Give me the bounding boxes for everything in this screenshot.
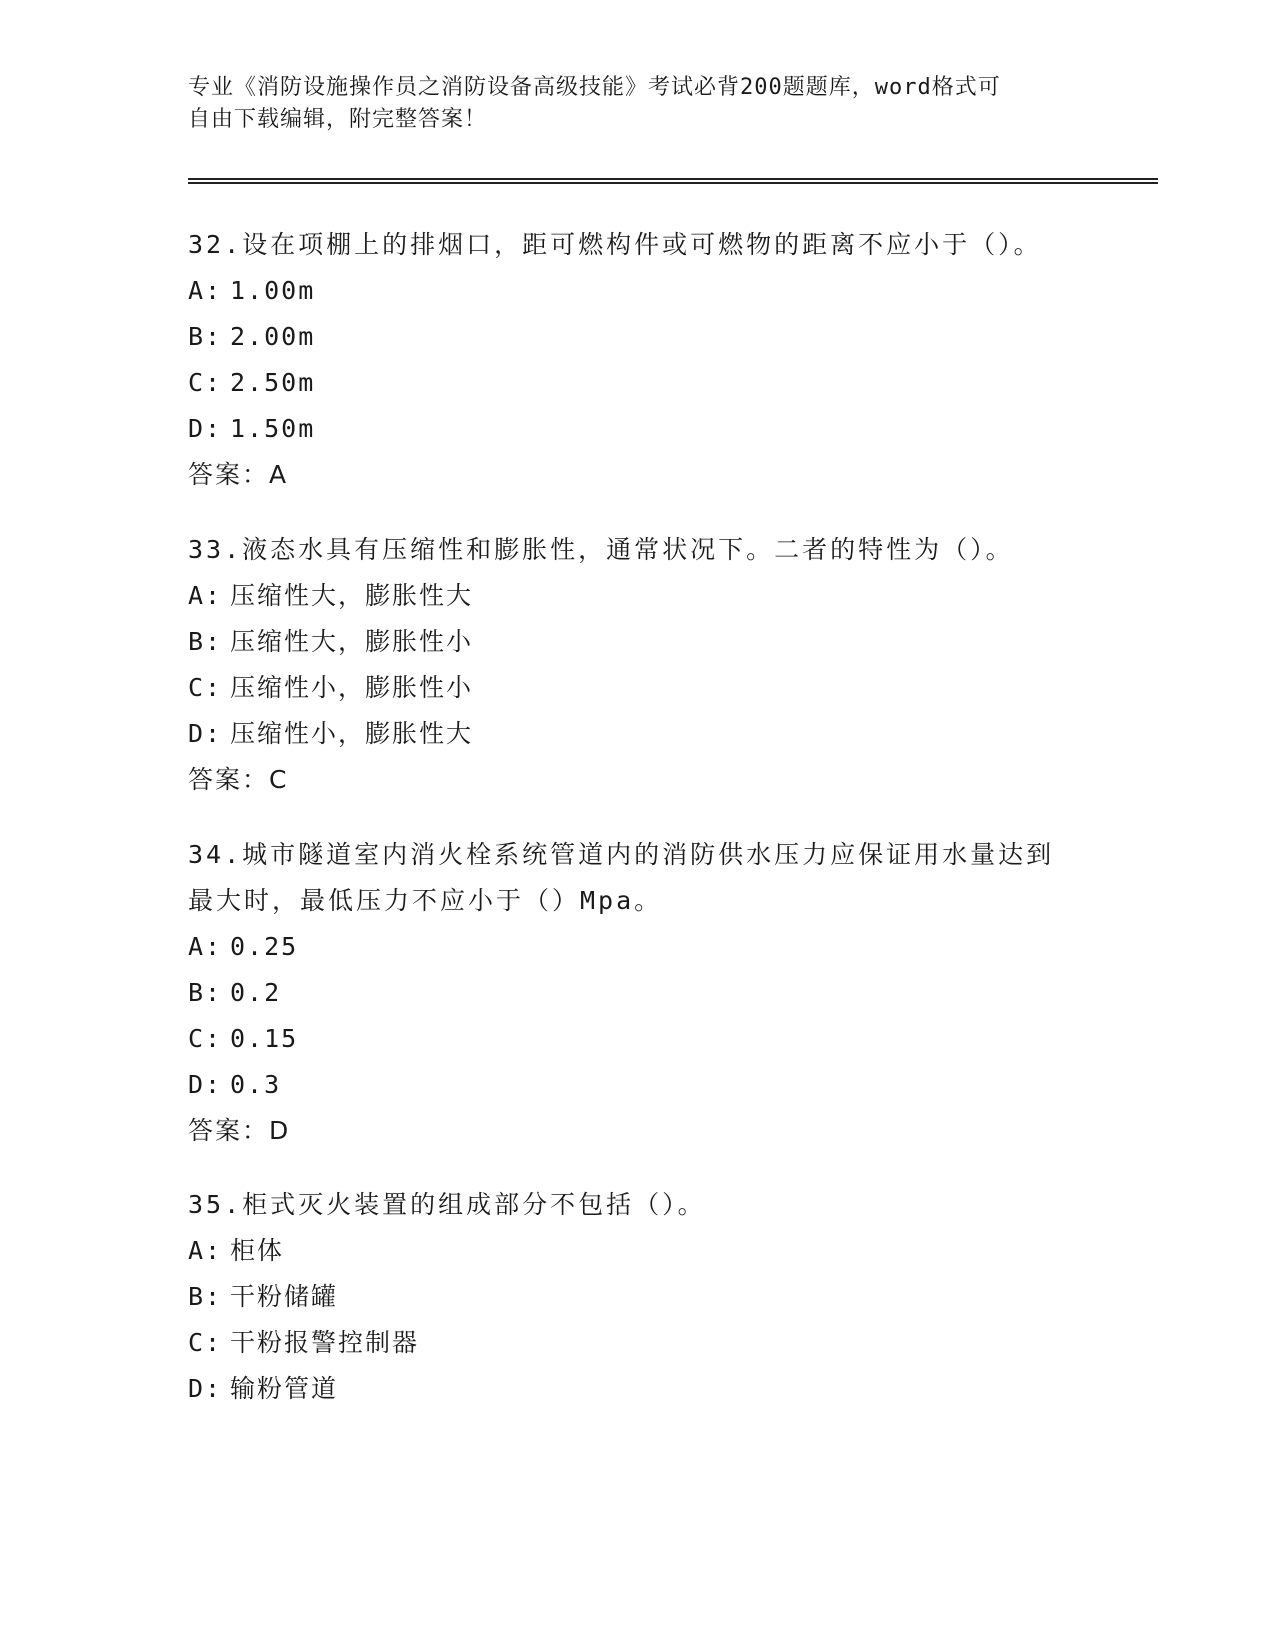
option-b bbox=[188, 970, 1088, 1016]
option-c bbox=[188, 665, 1088, 711]
option-text: 1.50m bbox=[230, 414, 316, 443]
answer-line: 答案：A bbox=[188, 460, 289, 489]
option-letter: C: bbox=[188, 368, 223, 397]
option-letter: D: bbox=[188, 414, 223, 443]
option-letter: C: bbox=[188, 673, 223, 702]
option-a bbox=[188, 1228, 1088, 1274]
option-text: 压缩性小，膨胀性大 bbox=[230, 719, 474, 748]
question-stem-line-2: 最大时，最低压力不应小于（）Mpa。 bbox=[188, 886, 663, 915]
question-stem: 32.设在项棚上的排烟口，距可燃构件或可燃物的距离不应小于（）。 bbox=[188, 230, 1042, 259]
option-c bbox=[188, 1320, 1088, 1366]
question-34 bbox=[188, 832, 1088, 1154]
question-stem: 35.柜式灭火装置的组成部分不包括（）。 bbox=[188, 1190, 706, 1219]
option-b bbox=[188, 1274, 1088, 1320]
option-text: 0.3 bbox=[230, 1070, 282, 1099]
option-text: 1.00m bbox=[230, 276, 316, 305]
question-35 bbox=[188, 1182, 1088, 1412]
header-line-2: 自由下载编辑，附完整答案！ bbox=[188, 107, 488, 132]
option-text: 压缩性大，膨胀性小 bbox=[230, 627, 474, 656]
header-line-1: 专业《消防设施操作员之消防设备高级技能》考试必背200题题库，word格式可 bbox=[188, 75, 1001, 100]
option-letter: C: bbox=[188, 1328, 223, 1357]
option-letter: A: bbox=[188, 581, 223, 610]
option-letter: A: bbox=[188, 276, 223, 305]
question-32 bbox=[188, 222, 1088, 498]
option-text: 干粉报警控制器 bbox=[230, 1328, 420, 1357]
document-header bbox=[188, 72, 1068, 136]
question-stem: 33.液态水具有压缩性和膨胀性，通常状况下。二者的特性为（）。 bbox=[188, 535, 1014, 564]
option-letter: B: bbox=[188, 1282, 223, 1311]
option-b bbox=[188, 314, 1088, 360]
option-text: 0.15 bbox=[230, 1024, 299, 1053]
option-letter: D: bbox=[188, 719, 223, 748]
option-letter: A: bbox=[188, 932, 223, 961]
option-letter: B: bbox=[188, 322, 223, 351]
option-text: 柜体 bbox=[230, 1236, 285, 1265]
option-c bbox=[188, 360, 1088, 406]
header-divider bbox=[188, 178, 1158, 184]
option-letter: B: bbox=[188, 978, 223, 1007]
option-text: 输粉管道 bbox=[230, 1374, 339, 1403]
question-33 bbox=[188, 527, 1088, 803]
option-letter: B: bbox=[188, 627, 223, 656]
option-d bbox=[188, 1062, 1088, 1108]
option-d bbox=[188, 711, 1088, 757]
option-letter: D: bbox=[188, 1070, 223, 1099]
option-c bbox=[188, 1016, 1088, 1062]
option-letter: D: bbox=[188, 1374, 223, 1403]
answer-line: 答案：C bbox=[188, 765, 289, 794]
option-text: 0.25 bbox=[230, 932, 299, 961]
option-text: 0.2 bbox=[230, 978, 282, 1007]
option-text: 2.00m bbox=[230, 322, 316, 351]
option-letter: C: bbox=[188, 1024, 223, 1053]
option-a bbox=[188, 268, 1088, 314]
option-text: 2.50m bbox=[230, 368, 316, 397]
option-text: 压缩性大，膨胀性大 bbox=[230, 581, 474, 610]
question-stem-line-1: 34.城市隧道室内消火栓系统管道内的消防供水压力应保证用水量达到 bbox=[188, 840, 1055, 869]
option-letter: A: bbox=[188, 1236, 223, 1265]
option-b bbox=[188, 619, 1088, 665]
option-a bbox=[188, 924, 1088, 970]
option-text: 压缩性小，膨胀性小 bbox=[230, 673, 474, 702]
option-d bbox=[188, 406, 1088, 452]
option-text: 干粉储罐 bbox=[230, 1282, 339, 1311]
option-d bbox=[188, 1366, 1088, 1412]
option-a bbox=[188, 573, 1088, 619]
answer-line: 答案：D bbox=[188, 1116, 291, 1145]
